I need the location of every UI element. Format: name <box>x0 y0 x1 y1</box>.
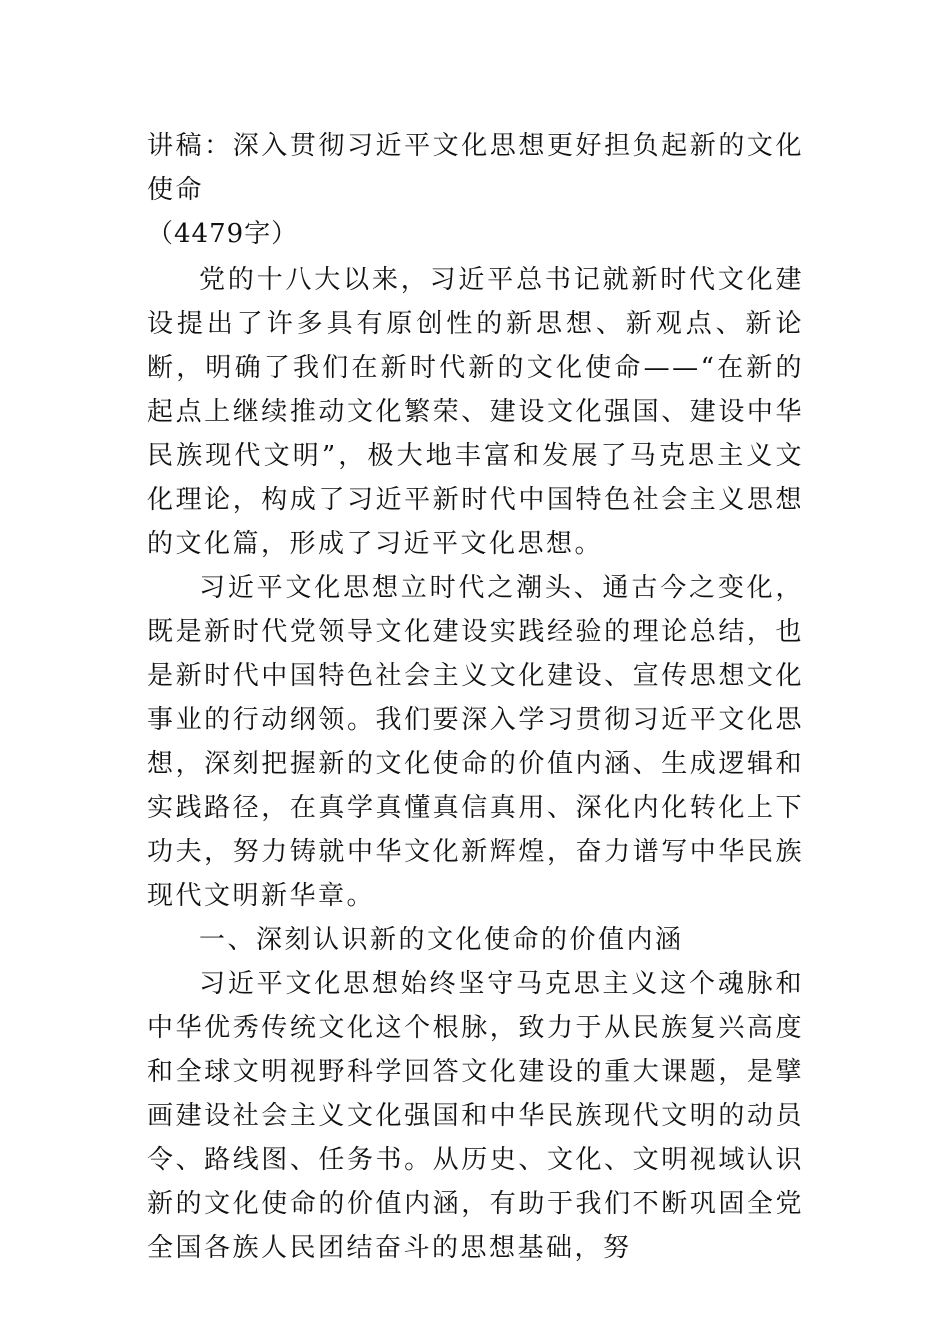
word-count: （4479字） <box>147 219 299 249</box>
paragraph-section-one: 习近平文化思想始终坚守马克思主义这个魂脉和中华优秀传统文化这个根脉，致力于从民族复兴高度和全球文明视野科学回答文化建设的重大课题，是擘画建设社会主义文化强国和中华民族现代文明的动员令、路线图、任务书。从历史、文化、文明视域认识新的文化使命的价值内涵，有助于我们不断巩固全党全国各族人民团结奋斗的思想基础，努 <box>147 969 804 1263</box>
paragraph-intro: 党的十八大以来，习近平总书记就新时代文化建设提出了许多具有原创性的新思想、新观点、新论断，明确了我们在新时代新的文化使命——“在新的起点上继续推动文化繁荣、建设文化强国、建设中华民族现代文明”，极大地丰富和发展了马克思主义文化理论，构成了习近平新时代中国特色社会主义思想的文化篇，形成了习近平文化思想。 <box>147 265 804 559</box>
document-title: 讲稿：深入贯彻习近平文化思想更好担负起新的文化使命 <box>147 131 804 205</box>
document-page <box>147 124 804 1270</box>
section-heading: 一、深刻认识新的文化使命的价值内涵 <box>199 925 684 955</box>
paragraph-thought: 习近平文化思想立时代之潮头、通古今之变化，既是新时代党领导文化建设实践经验的理论总结，也是新时代中国特色社会主义文化建设、宣传思想文化事业的行动纲领。我们要深入学习贯彻习近平文化思想，深刻把握新的文化使命的价值内涵、生成逻辑和实践路径，在真学真懂真信真用、深化内化转化上下功夫，努力铸就中华文化新辉煌，奋力谱写中华民族现代文明新华章。 <box>147 573 804 911</box>
